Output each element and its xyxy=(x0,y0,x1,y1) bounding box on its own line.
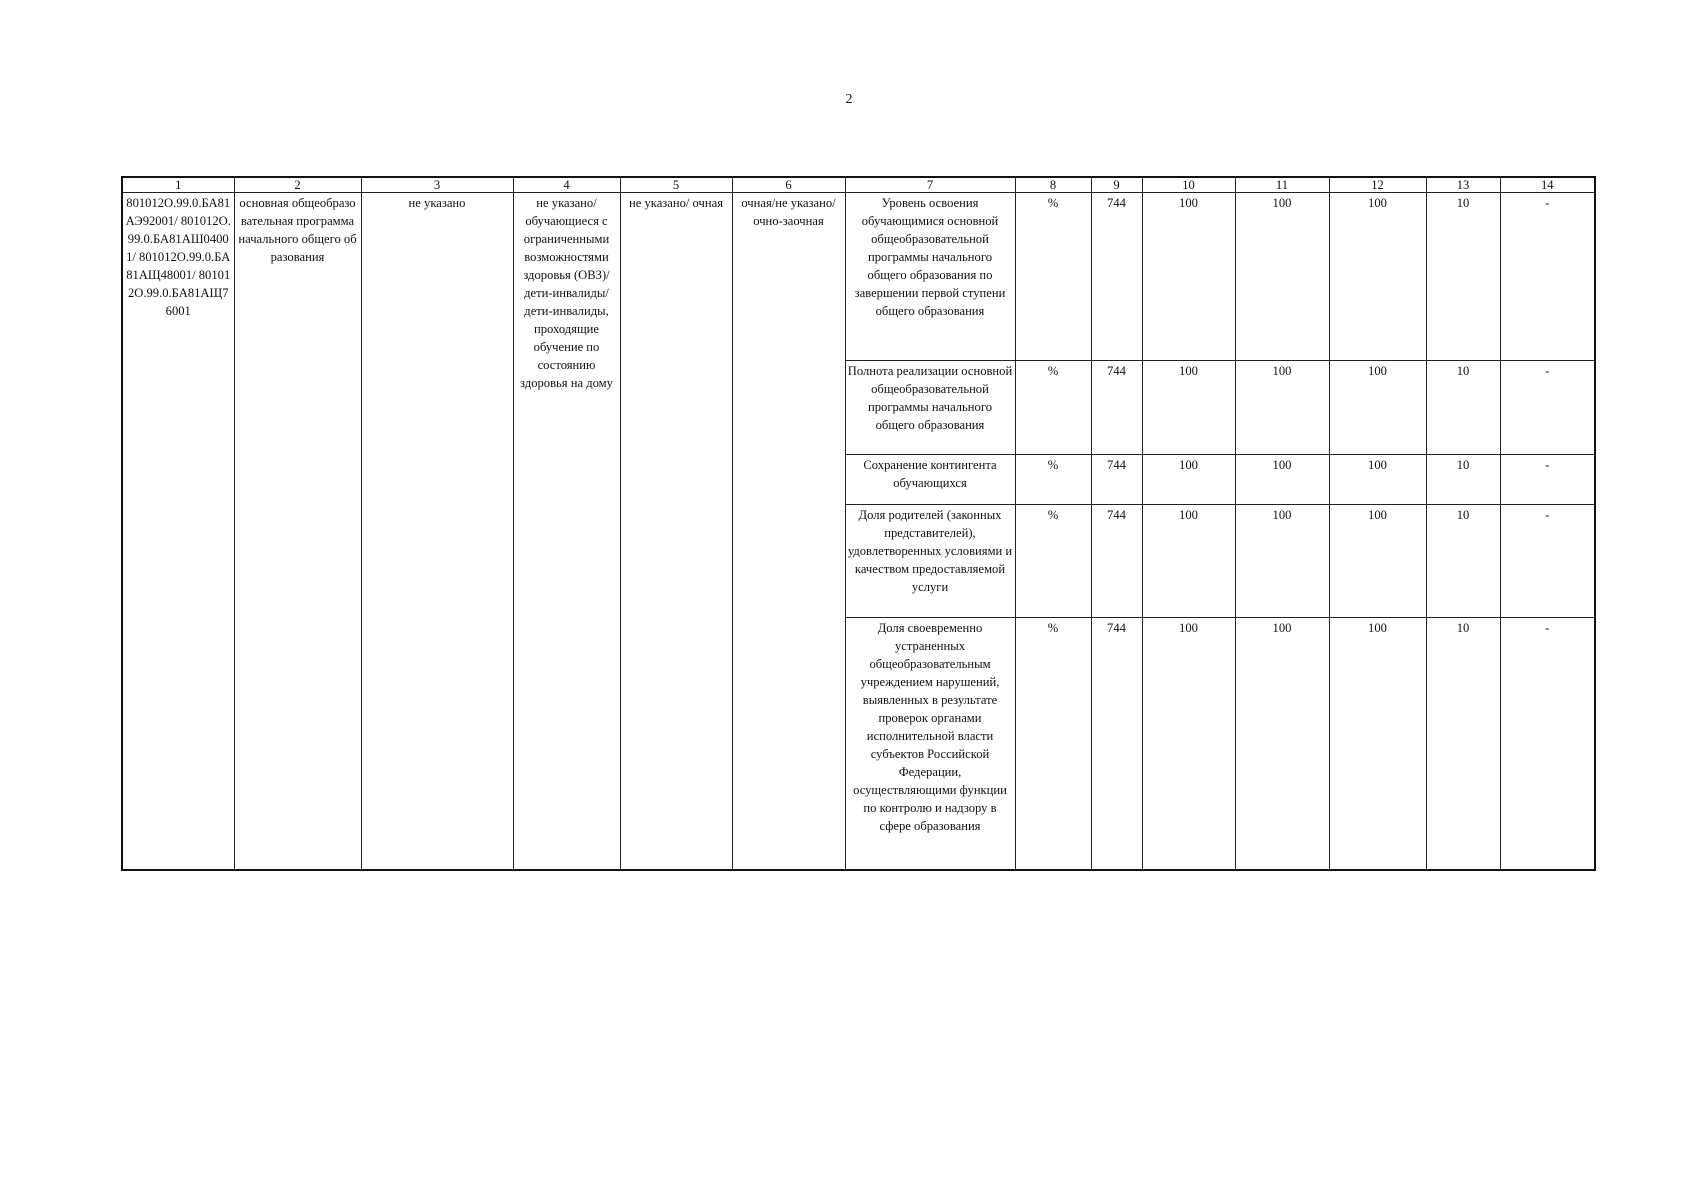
column-5-cell: не указано/ очная xyxy=(620,193,732,870)
program-cell: основная общеобразовательная программа начального общего образования xyxy=(234,193,361,870)
column-number: 5 xyxy=(620,177,732,193)
value-cell: 10 xyxy=(1426,193,1500,361)
okei-cell: 744 xyxy=(1091,193,1142,361)
indicator-name: Доля своевременно устраненных общеобразовательным учреждением нарушений, выявленных в результате проверок органами исполнительной власти субъектов Российской Федерации, осуществляющими функции по контролю и надзору в сфере образования xyxy=(845,618,1015,870)
column-number: 6 xyxy=(732,177,845,193)
value-cell: 100 xyxy=(1235,505,1329,618)
column-number: 2 xyxy=(234,177,361,193)
value-cell: 100 xyxy=(1142,361,1235,455)
value-cell: - xyxy=(1500,455,1595,505)
value-cell: 10 xyxy=(1426,505,1500,618)
indicators-table xyxy=(121,176,1596,871)
table-row xyxy=(122,193,1595,361)
column-number: 9 xyxy=(1091,177,1142,193)
unit-cell: % xyxy=(1015,455,1091,505)
indicator-name: Сохранение контингента обучающихся xyxy=(845,455,1015,505)
column-number: 10 xyxy=(1142,177,1235,193)
unit-cell: % xyxy=(1015,618,1091,870)
value-cell: 100 xyxy=(1142,505,1235,618)
column-number: 13 xyxy=(1426,177,1500,193)
okei-cell: 744 xyxy=(1091,618,1142,870)
indicator-name: Полнота реализации основной общеобразовательной программы начального общего образования xyxy=(845,361,1015,455)
unit-cell: % xyxy=(1015,361,1091,455)
unit-cell: % xyxy=(1015,193,1091,361)
value-cell: 100 xyxy=(1235,193,1329,361)
okei-cell: 744 xyxy=(1091,455,1142,505)
value-cell: - xyxy=(1500,361,1595,455)
value-cell: 100 xyxy=(1142,455,1235,505)
column-3-cell: не указано xyxy=(361,193,513,870)
value-cell: - xyxy=(1500,193,1595,361)
form-cell: очная/не указано/ очно-заочная xyxy=(732,193,845,870)
value-cell: - xyxy=(1500,618,1595,870)
value-cell: 10 xyxy=(1426,618,1500,870)
okei-cell: 744 xyxy=(1091,505,1142,618)
column-number: 14 xyxy=(1500,177,1595,193)
value-cell: 10 xyxy=(1426,455,1500,505)
column-number-row xyxy=(122,177,1595,193)
column-number: 8 xyxy=(1015,177,1091,193)
unit-cell: % xyxy=(1015,505,1091,618)
category-cell: не указано/ обучающиеся с ограниченными возможностями здоровья (ОВЗ)/ дети-инвалиды/ дети-инвалиды, проходящие обучение по состоянию здоровья на дому xyxy=(513,193,620,870)
column-number: 4 xyxy=(513,177,620,193)
value-cell: 100 xyxy=(1142,193,1235,361)
column-number: 1 xyxy=(122,177,234,193)
value-cell: 100 xyxy=(1235,455,1329,505)
okei-cell: 744 xyxy=(1091,361,1142,455)
column-number: 3 xyxy=(361,177,513,193)
value-cell: - xyxy=(1500,505,1595,618)
indicator-name: Уровень освоения обучающимися основной общеобразовательной программы начального общего образования по завершении первой ступени общего образования xyxy=(845,193,1015,361)
page-number: 2 xyxy=(845,92,853,107)
value-cell: 100 xyxy=(1329,618,1426,870)
value-cell: 10 xyxy=(1426,361,1500,455)
value-cell: 100 xyxy=(1235,361,1329,455)
registry-code-cell: 801012О.99.0.БА81АЭ92001/ 801012О.99.0.БА81АШ04001/ 801012О.99.0.БА81АЩ48001/ 801012О.99.0.БА81АЩ76001 xyxy=(122,193,234,870)
value-cell: 100 xyxy=(1329,361,1426,455)
value-cell: 100 xyxy=(1329,455,1426,505)
value-cell: 100 xyxy=(1329,505,1426,618)
indicator-name: Доля родителей (законных представителей), удовлетворенных условиями и качеством предоставляемой услуги xyxy=(845,505,1015,618)
column-number: 7 xyxy=(845,177,1015,193)
column-number: 11 xyxy=(1235,177,1329,193)
value-cell: 100 xyxy=(1329,193,1426,361)
column-number: 12 xyxy=(1329,177,1426,193)
value-cell: 100 xyxy=(1235,618,1329,870)
value-cell: 100 xyxy=(1142,618,1235,870)
